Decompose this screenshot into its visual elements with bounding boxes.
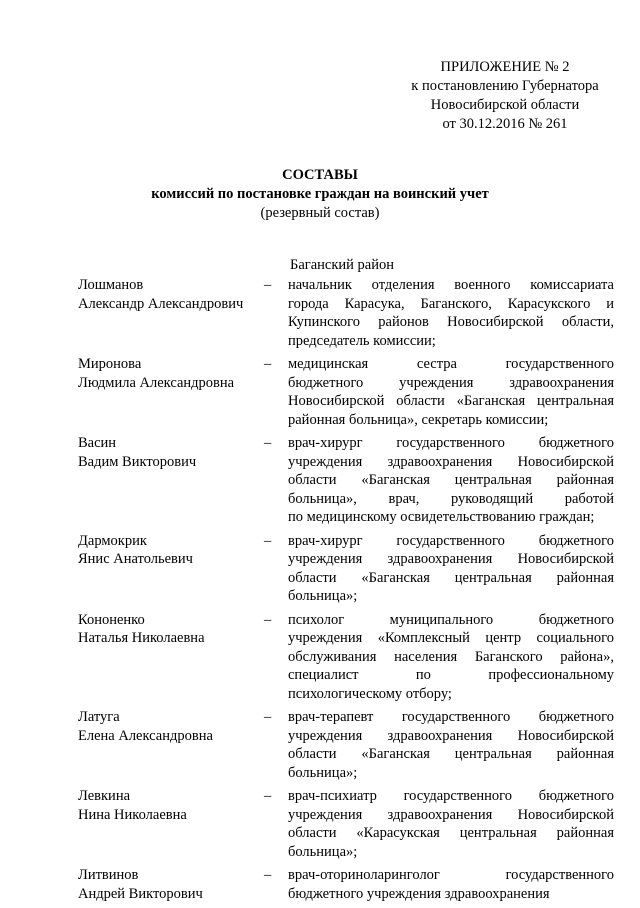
member-position-line: области «Карасукская центральная районная [288, 825, 614, 841]
member-position-line: председатель комиссии; [288, 332, 436, 349]
member-position [288, 532, 614, 606]
member-row [78, 355, 614, 429]
member-position-line: психолог муниципального бюджетного [288, 611, 614, 628]
annex-line-4: от 30.12.2016 № 261 [442, 116, 568, 132]
member-position-line: учреждения здравоохранения Новосибирской [288, 453, 614, 470]
member-position-line: города Карасука, Баганского, Карасукского и [288, 295, 614, 312]
member-name [78, 434, 262, 527]
member-position [288, 355, 614, 429]
member-given-names: Наталья Николаевна [78, 630, 205, 646]
member-row [78, 276, 614, 350]
member-surname: Васин [78, 435, 117, 451]
member-position-line: Купинского районов Новосибирской области, [288, 314, 614, 330]
member-position [288, 866, 614, 903]
district-heading: Баганский район [290, 257, 394, 273]
member-position-line: по медицинскому освидетельствованию граждан; [288, 509, 595, 525]
title-note: (резервный состав) [260, 205, 380, 221]
member-row [78, 532, 614, 606]
member-position-line: врач-терапевт государственного бюджетного [288, 709, 614, 725]
member-dash: – [264, 435, 272, 451]
member-position-line: учреждения здравоохранения Новосибирской [288, 806, 614, 823]
member-position [288, 611, 614, 704]
member-dash: – [264, 867, 272, 883]
member-dash: – [264, 532, 272, 549]
member-position-line: специалист по профессиональному [288, 667, 614, 683]
member-name [78, 611, 262, 704]
annex-line-3: Новосибирской области [430, 97, 580, 113]
member-position-line: врач-психиатр государственного бюджетного [288, 788, 614, 804]
member-surname: Лошманов [78, 277, 144, 293]
member-name [78, 276, 262, 350]
annex-header [380, 58, 630, 134]
member-position-line: психологическому отбору; [288, 685, 452, 702]
member-surname: Миронова [78, 356, 142, 372]
member-position [288, 708, 614, 782]
member-dash: – [264, 356, 272, 372]
member-position-line: области «Баганская центральная районная [288, 472, 614, 488]
member-given-names: Янис Анатольевич [78, 551, 193, 567]
member-dash: – [264, 788, 272, 804]
member-row [78, 866, 614, 903]
member-name [78, 708, 262, 782]
member-dash: – [264, 611, 272, 628]
annex-line-1: ПРИЛОЖЕНИЕ № 2 [440, 59, 570, 75]
member-position [288, 787, 614, 861]
member-given-names: Вадим Викторович [78, 453, 197, 470]
member-given-names: Андрей Викторович [78, 885, 203, 902]
member-dash: – [264, 709, 272, 725]
member-position-line: учреждения здравоохранения Новосибирской [288, 727, 614, 744]
member-position-line: врач-оториноларинголог государственного [288, 867, 614, 883]
member-position-line: врач-хирург государственного бюджетного [288, 532, 614, 549]
member-given-names: Елена Александровна [78, 727, 213, 744]
member-position-line: области «Баганская центральная районная [288, 746, 614, 762]
member-position-line: районная больница», секретарь комиссии; [288, 411, 549, 428]
member-position-line: больница»; [288, 843, 358, 860]
member-surname: Левкина [78, 788, 131, 804]
member-name [78, 787, 262, 861]
member-given-names: Людмила Александровна [78, 374, 235, 391]
member-position-line: начальник отделения военного комиссариата [288, 277, 614, 293]
document-title [0, 166, 640, 223]
member-position-line: обслуживания населения Баганского района», [288, 648, 614, 665]
member-position [288, 434, 614, 527]
member-position-line: бюджетного учреждения здравоохранения [288, 374, 614, 391]
member-position-line: бюджетного учреждения здравоохранения [288, 885, 550, 902]
member-position-line: учреждения «Комплексный центр социального [288, 630, 614, 646]
member-position-line: медицинская сестра государственного [288, 356, 614, 372]
member-row [78, 708, 614, 782]
member-given-names: Александр Александрович [78, 295, 244, 312]
member-position-line: Новосибирской области «Баганская центральная [288, 393, 614, 409]
members-list [78, 276, 614, 908]
member-name [78, 866, 262, 903]
title-main: СОСТАВЫ [282, 167, 358, 183]
member-position [288, 276, 614, 350]
member-position-line: учреждения здравоохранения Новосибирской [288, 551, 614, 567]
member-row [78, 787, 614, 861]
member-position-line: больница»; [288, 588, 358, 604]
member-surname: Дармокрик [78, 532, 147, 549]
member-row [78, 434, 614, 527]
title-subtitle: комиссий по постановке граждан на воинский учет [151, 186, 489, 202]
annex-line-2: к постановлению Губернатора [411, 78, 599, 94]
member-given-names: Нина Николаевна [78, 806, 187, 823]
member-position-line: больница»; [288, 764, 358, 781]
member-dash: – [264, 277, 272, 293]
member-surname: Кононенко [78, 611, 145, 628]
member-position-line: больница», врач, руководящий работой [288, 490, 614, 507]
member-surname: Литвинов [78, 867, 139, 883]
member-name [78, 355, 262, 429]
member-position-line: области «Баганская центральная районная [288, 569, 614, 586]
member-surname: Латуга [78, 709, 120, 725]
member-position-line: врач-хирург государственного бюджетного [288, 435, 614, 451]
member-row [78, 611, 614, 704]
member-name [78, 532, 262, 606]
